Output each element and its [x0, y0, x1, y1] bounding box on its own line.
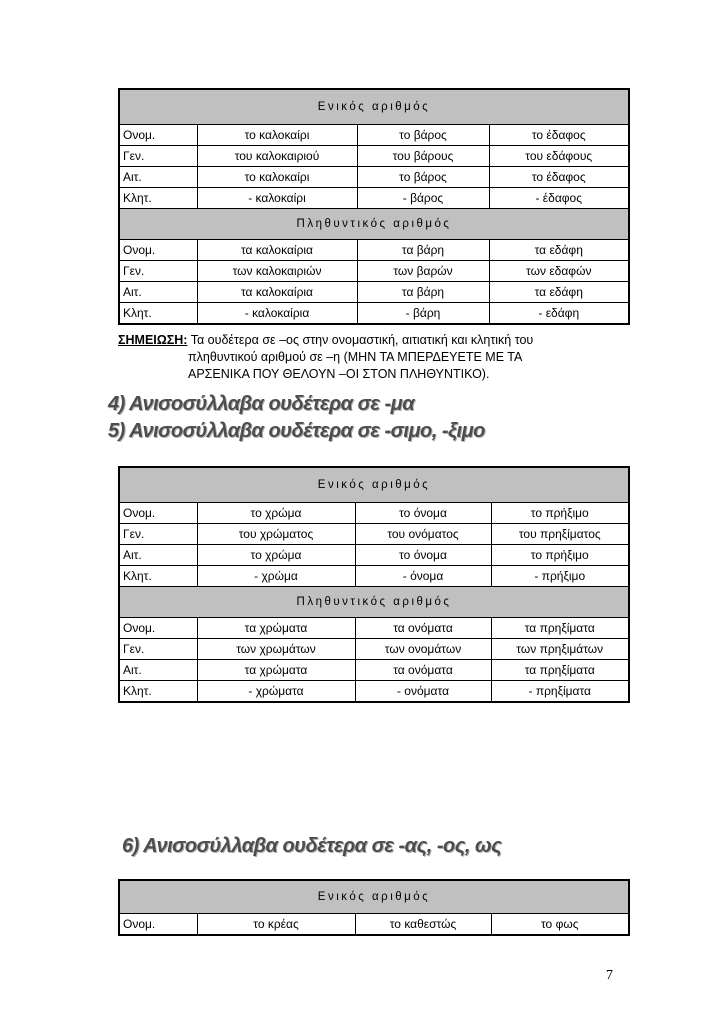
table-cell: το βάρος — [357, 167, 489, 188]
case-label: Ονομ. — [119, 618, 197, 639]
table-row — [119, 167, 629, 188]
case-label: Αιτ. — [119, 167, 197, 188]
page-number: 7 — [606, 968, 613, 983]
table-row — [119, 240, 629, 261]
declension-table-3 — [118, 879, 630, 936]
table-row — [119, 146, 629, 167]
table-row — [119, 566, 629, 587]
note-label: ΣΗΜΕΙΩΣΗ: — [118, 333, 188, 347]
table-cell: - εδάφη — [489, 303, 629, 325]
table-cell: - ονόματα — [355, 681, 491, 703]
table-cell: των εδαφών — [489, 261, 629, 282]
table-cell: τα καλοκαίρια — [197, 282, 357, 303]
note-line-3: ΑΡΣΕΝΙΚΑ ΠΟΥ ΘΕΛΟΥΝ –ΟΙ ΣΤΟΝ ΠΛΗΘΥΝΤΙΚΟ). — [188, 367, 490, 381]
table-cell: - πρήξιμο — [491, 566, 629, 587]
table-row — [119, 681, 629, 703]
table-cell: των ονομάτων — [355, 639, 491, 660]
case-label: Κλητ. — [119, 566, 197, 587]
table-cell: τα πρηξίματα — [491, 618, 629, 639]
table-cell: το έδαφος — [489, 167, 629, 188]
note-line-2: πληθυντικού αριθμού σε –η (ΜΗΝ ΤΑ ΜΠΕΡΔΕΥΕΤΕ ΜΕ ΤΑ — [188, 350, 523, 364]
table-cell: - βάρος — [357, 188, 489, 209]
table-cell: τα εδάφη — [489, 282, 629, 303]
singular-header: Ενικός αριθμός — [119, 467, 629, 503]
table-cell: του εδάφους — [489, 146, 629, 167]
table-cell: των βαρών — [357, 261, 489, 282]
table-cell: τα χρώματα — [197, 618, 355, 639]
table-cell: το πρήξιμο — [491, 503, 629, 524]
table-cell: των καλοκαιριών — [197, 261, 357, 282]
table-row — [119, 914, 629, 936]
table-cell: το καλοκαίρι — [197, 167, 357, 188]
table-cell: το κρέας — [197, 914, 355, 936]
table-cell: το πρήξιμο — [491, 545, 629, 566]
table-cell: - χρώματα — [197, 681, 355, 703]
table-cell: το βάρος — [357, 125, 489, 146]
table-cell: του χρώματος — [197, 524, 355, 545]
table-cell: - βάρη — [357, 303, 489, 325]
case-label: Κλητ. — [119, 188, 197, 209]
table-cell: των πρηξιμάτων — [491, 639, 629, 660]
table-row — [119, 618, 629, 639]
table-cell: τα ονόματα — [355, 618, 491, 639]
table-cell: το έδαφος — [489, 125, 629, 146]
table-row — [119, 125, 629, 146]
table-cell: το όνομα — [355, 503, 491, 524]
table-row — [119, 188, 629, 209]
declension-table-1 — [118, 88, 630, 325]
case-label: Ονομ. — [119, 125, 197, 146]
declension-table-2 — [118, 466, 630, 703]
table-row — [119, 524, 629, 545]
case-label: Κλητ. — [119, 303, 197, 325]
heading-6: 6) Ανισοσύλλαβα ουδέτερα σε -ας, -ος, ως — [122, 835, 502, 857]
singular-header: Ενικός αριθμός — [119, 880, 629, 914]
case-label: Αιτ. — [119, 282, 197, 303]
plural-header: Πληθυντικός αριθμός — [119, 209, 629, 240]
table-cell: τα εδάφη — [489, 240, 629, 261]
case-label: Αιτ. — [119, 545, 197, 566]
case-label: Ονομ. — [119, 503, 197, 524]
table-cell: τα βάρη — [357, 282, 489, 303]
table-cell: τα χρώματα — [197, 660, 355, 681]
table-cell: τα πρηξίματα — [491, 660, 629, 681]
table-cell: - καλοκαίρι — [197, 188, 357, 209]
table-cell: το χρώμα — [197, 545, 355, 566]
table-cell: - πρηξίματα — [491, 681, 629, 703]
case-label: Γεν. — [119, 146, 197, 167]
table-cell: του καλοκαιριού — [197, 146, 357, 167]
table-cell: τα ονόματα — [355, 660, 491, 681]
table-cell: - χρώμα — [197, 566, 355, 587]
table-row — [119, 639, 629, 660]
table-row — [119, 303, 629, 325]
table-cell: των χρωμάτων — [197, 639, 355, 660]
case-label: Γεν. — [119, 524, 197, 545]
table-cell: - έδαφος — [489, 188, 629, 209]
case-label: Ονομ. — [119, 914, 197, 936]
case-label: Ονομ. — [119, 240, 197, 261]
table-row — [119, 282, 629, 303]
note-line-1: Τα ουδέτερα σε –ος στην ονομαστική, αιτιατική και κλητική του — [187, 333, 534, 347]
case-label: Γεν. — [119, 261, 197, 282]
case-label: Κλητ. — [119, 681, 197, 703]
table-cell: τα καλοκαίρια — [197, 240, 357, 261]
singular-header: Ενικός αριθμός — [119, 89, 629, 125]
table-cell: το χρώμα — [197, 503, 355, 524]
heading-4: 4) Ανισοσύλλαβα ουδέτερα σε -μα — [108, 393, 415, 415]
table-row — [119, 660, 629, 681]
table-cell: το όνομα — [355, 545, 491, 566]
table-cell: του βάρους — [357, 146, 489, 167]
note — [118, 332, 628, 383]
table-cell: τα βάρη — [357, 240, 489, 261]
table-cell: του ονόματος — [355, 524, 491, 545]
table-cell: - καλοκαίρια — [197, 303, 357, 325]
table-row — [119, 261, 629, 282]
table-cell: το καλοκαίρι — [197, 125, 357, 146]
case-label: Αιτ. — [119, 660, 197, 681]
table-cell: το καθεστώς — [355, 914, 491, 936]
table-row — [119, 503, 629, 524]
plural-header: Πληθυντικός αριθμός — [119, 587, 629, 618]
case-label: Γεν. — [119, 639, 197, 660]
table-cell: του πρηξίματος — [491, 524, 629, 545]
heading-5: 5) Ανισοσύλλαβα ουδέτερα σε -σιμο, -ξιμο — [108, 420, 485, 442]
table-cell: - όνομα — [355, 566, 491, 587]
table-row — [119, 545, 629, 566]
table-cell: το φως — [491, 914, 629, 936]
